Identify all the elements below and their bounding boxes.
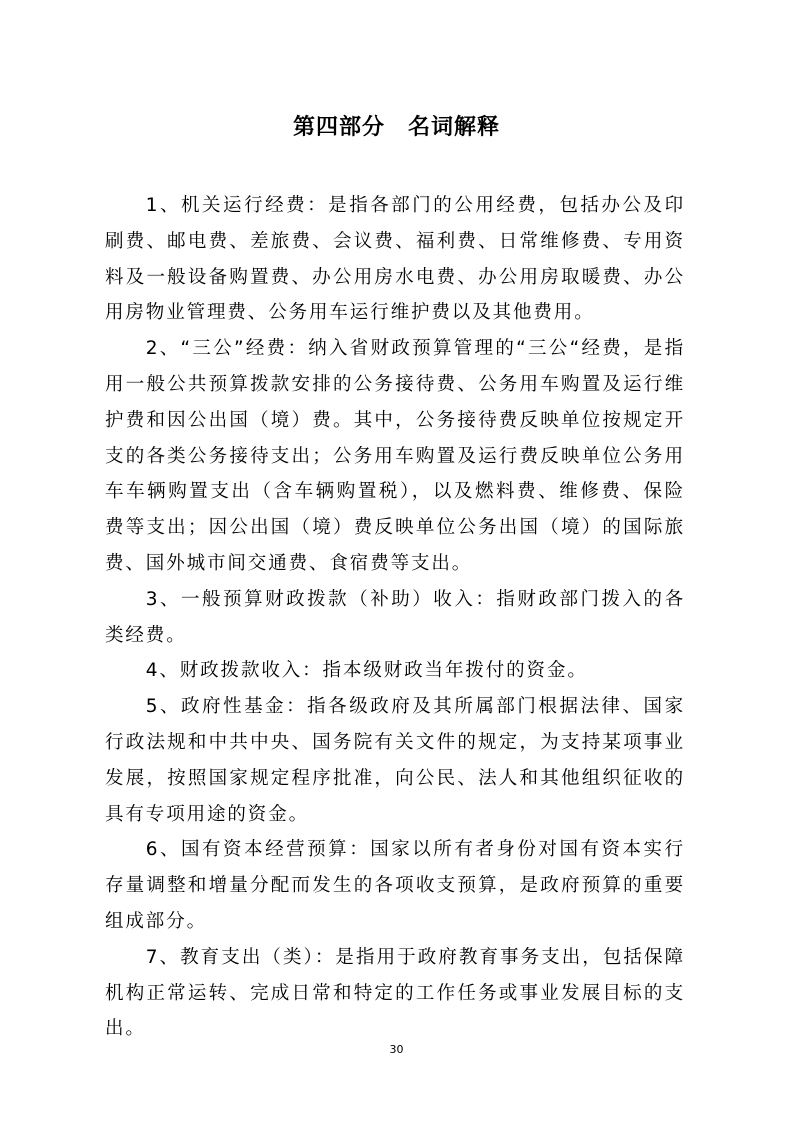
paragraph-2: 2、“三公”经费：纳入省财政预算管理的“三公“经费，是指用一般公共预算拨款安排的公务接待费、公务用车购置及运行维护费和因公出国（境）费。其中，公务接待费反映单位按规定开支的各类公务接待支出；公务用车购置及运行费反映单位公务用车车辆购置支出（含车辆购置税），以及燃料费、维修费、保险费等支出；因公出国（境）费反映单位公务出国（境）的国际旅费、国外城市间交通费、食宿费等支出。	[105, 338, 685, 574]
document-body	[105, 188, 685, 1047]
paragraph-4: 4、财政拨款收入：指本级财政当年拨付的资金。	[145, 660, 588, 682]
paragraph-5: 5、政府性基金：指各级政府及其所属部门根据法律、国家行政法规和中共中央、国务院有关文件的规定，为支持某项事业发展，按照国家规定程序批准，向公民、法人和其他组织征收的具有专项用途的资金。	[105, 696, 685, 825]
page-title: 第四部分 名词解释	[292, 115, 500, 140]
paragraph-7: 7、教育支出（类）：是指用于政府教育事务支出，包括保障机构正常运转、完成日常和特定的工作任务或事业发展目标的支出。	[105, 946, 685, 1040]
paragraph-1: 1、机关运行经费：是指各部门的公用经费，包括办公及印刷费、邮电费、差旅费、会议费、福利费、日常维修费、专用资料及一般设备购置费、办公用房水电费、办公用房取暖费、办公用房物业管理费、公务用车运行维护费以及其他费用。	[105, 195, 685, 324]
paragraph-6: 6、国有资本经营预算：国家以所有者身份对国有资本实行存量调整和增量分配而发生的各项收支预算，是政府预算的重要组成部分。	[105, 839, 685, 932]
page-number: 30	[389, 1043, 404, 1056]
paragraph-3: 3、一般预算财政拨款（补助）收入：指财政部门拨入的各类经费。	[105, 588, 685, 646]
